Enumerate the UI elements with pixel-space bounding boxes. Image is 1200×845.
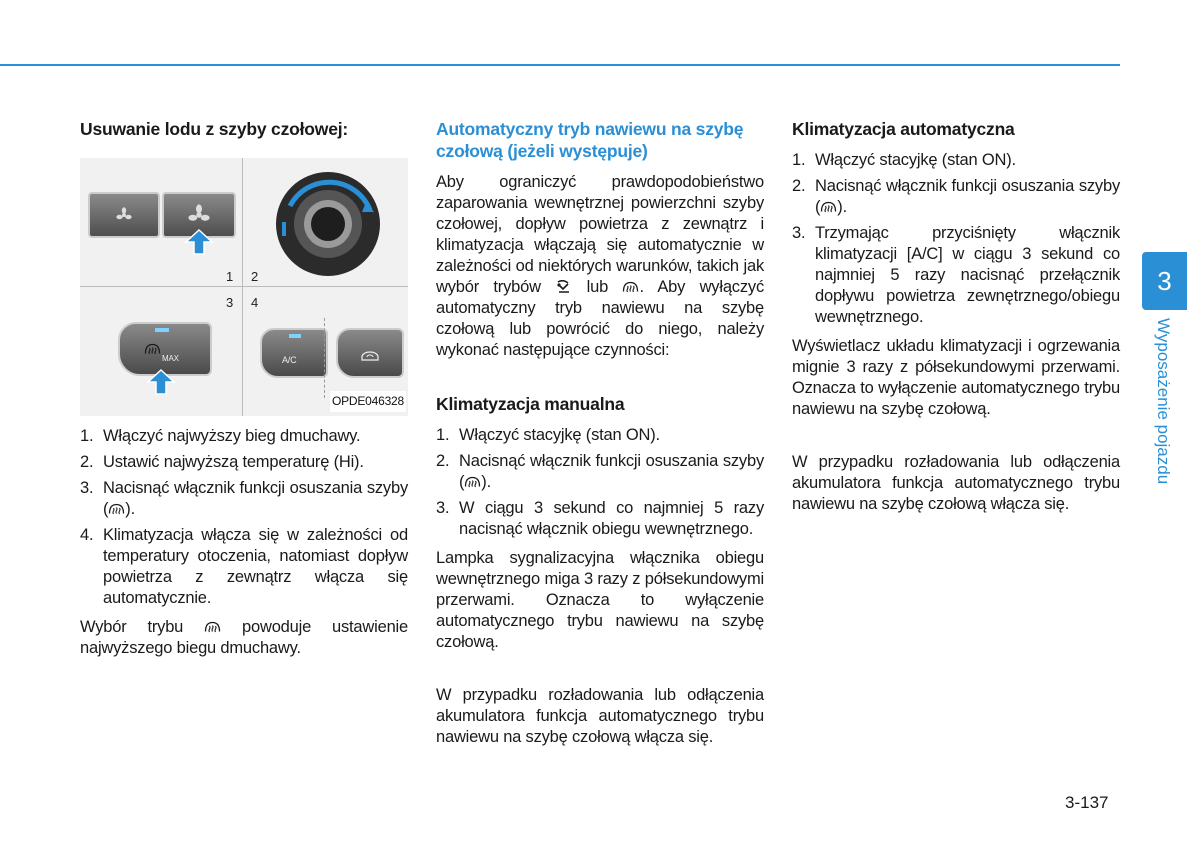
- display-note: Wyświetlacz układu klimatyzacji i ogrzewania mignie 3 razy z półsekundowymi przerwami. Oznacza to wyłączenie automatycznego trybu nawiewu na szybę czołową.: [792, 337, 1120, 418]
- list-item: 4. Klimatyzacja włącza się w zależności od temperatury otoczenia, natomiast dopływ powietrza z zewnątrz włącza się automatycznie.: [80, 526, 408, 607]
- figure-label-4: 4: [251, 295, 259, 310]
- knob-icon: [270, 166, 386, 282]
- floor-defrost-mode-icon: [555, 280, 572, 294]
- figure-code: OPDE046328: [330, 391, 406, 412]
- column-middle: [436, 118, 764, 756]
- mode-note: Wybór trybu powoduje ustawienie najwyższego biegu dmuchawy.: [80, 618, 408, 657]
- fan-low-button: [88, 192, 160, 238]
- section-heading-auto-ac: Klimatyzacja automatyczna: [792, 119, 1015, 139]
- defrost-steps: [80, 426, 408, 609]
- list-item: 3. W ciągu 3 sekund co najmniej 5 razy nacisnąć włącznik obiegu wewnętrznego.: [436, 499, 764, 538]
- list-item: 1. Włączyć stacyjkę (stan ON).: [436, 426, 660, 444]
- defrost-indicator-icon: [152, 326, 172, 334]
- figure-divider-horizontal: [80, 286, 408, 287]
- auto-ac-steps: [792, 150, 1120, 328]
- auto-defog-intro: Aby ograniczyć prawdopodobieństwo zaparowania wewnętrznej powierzchni szyby czołowej, dopływ powietrza z zewnątrz i klimatyzacja włączają się automatycznie w zależności od niektórych warunków, takich jak wybór trybów lub . Aby wyłączyć automatyczny tryb nawiewu na szybę czołową lub powrócić do niego, należy wykonać następujące czynności:: [436, 173, 764, 359]
- figure-label-3: 3: [226, 295, 234, 310]
- figure-dashed-divider: [324, 318, 326, 398]
- section-heading-auto-defog: Automatyczny tryb nawiewu na szybę czołową (jeżeli występuje): [436, 119, 744, 161]
- header-rule: [0, 64, 1120, 66]
- section-heading-manual-ac: Klimatyzacja manualna: [436, 394, 625, 414]
- list-item: 2. Nacisnąć włącznik funkcji osuszania szyby ( ).: [436, 452, 764, 491]
- chapter-title: Wyposażenie pojazdu: [1154, 318, 1173, 485]
- max-label: MAX: [162, 354, 179, 363]
- column-left: [80, 118, 408, 667]
- fan-icon: [188, 204, 210, 226]
- defrost-icon: [622, 280, 639, 294]
- list-item: 1. Włączyć stacyjkę (stan ON).: [792, 151, 1016, 169]
- ac-indicator-icon: [286, 332, 304, 340]
- recirculation-button: [336, 328, 404, 378]
- figure-label-1: 1: [226, 269, 234, 284]
- arrow-up-icon: [146, 368, 176, 396]
- list-item: 1. Włączyć najwyższy bieg dmuchawy.: [80, 427, 361, 445]
- battery-note: W przypadku rozładowania lub odłączenia akumulatora funkcja automatycznego trybu nawiewu na szybę czołową włącza się.: [436, 686, 764, 746]
- battery-note: W przypadku rozładowania lub odłączenia akumulatora funkcja automatycznego trybu nawiewu na szybę czołową włącza się.: [792, 453, 1120, 513]
- chapter-title-vertical: [1142, 318, 1187, 518]
- list-item: 3. Nacisnąć włącznik funkcji osuszania szyby ( ).: [80, 479, 408, 518]
- defrost-icon: [820, 200, 837, 214]
- control-panel-figure: [80, 158, 408, 416]
- list-item: 2. Nacisnąć włącznik funkcji osuszania szyby ( ).: [792, 177, 1120, 216]
- defrost-icon: [108, 502, 125, 516]
- ac-label: A/C: [282, 355, 297, 365]
- defrost-icon: [144, 342, 161, 356]
- page-number: 3-137: [1065, 793, 1109, 812]
- defrost-icon: [204, 620, 221, 634]
- lamp-note: Lampka sygnalizacyjna włącznika obiegu wewnętrznego miga 3 razy z półsekundowymi przerwami. Oznacza to wyłączenie automatycznego trybu nawiewu na szybę czołową.: [436, 549, 764, 651]
- arrow-up-icon: [184, 228, 214, 256]
- ac-button: [260, 328, 328, 378]
- section-heading-defrost: Usuwanie lodu z szyby czołowej:: [80, 119, 349, 139]
- fan-icon: [116, 207, 132, 223]
- recirculation-icon: [360, 350, 380, 362]
- defrost-icon: [464, 475, 481, 489]
- list-item: 2. Ustawić najwyższą temperaturę (Hi).: [80, 453, 364, 471]
- chapter-tab: 3: [1142, 252, 1187, 310]
- column-right: [792, 118, 1120, 523]
- list-item: 3. Trzymając przyciśnięty włącznik klimatyzacji [A/C] w ciągu 3 sekund co najmniej 5 razy nacisnąć przełącznik dopływu powietrza zewnętrznego/obiegu wewnętrznego.: [792, 224, 1120, 326]
- manual-ac-steps: [436, 425, 764, 540]
- figure-label-2: 2: [251, 269, 259, 284]
- figure-divider-vertical: [242, 158, 243, 416]
